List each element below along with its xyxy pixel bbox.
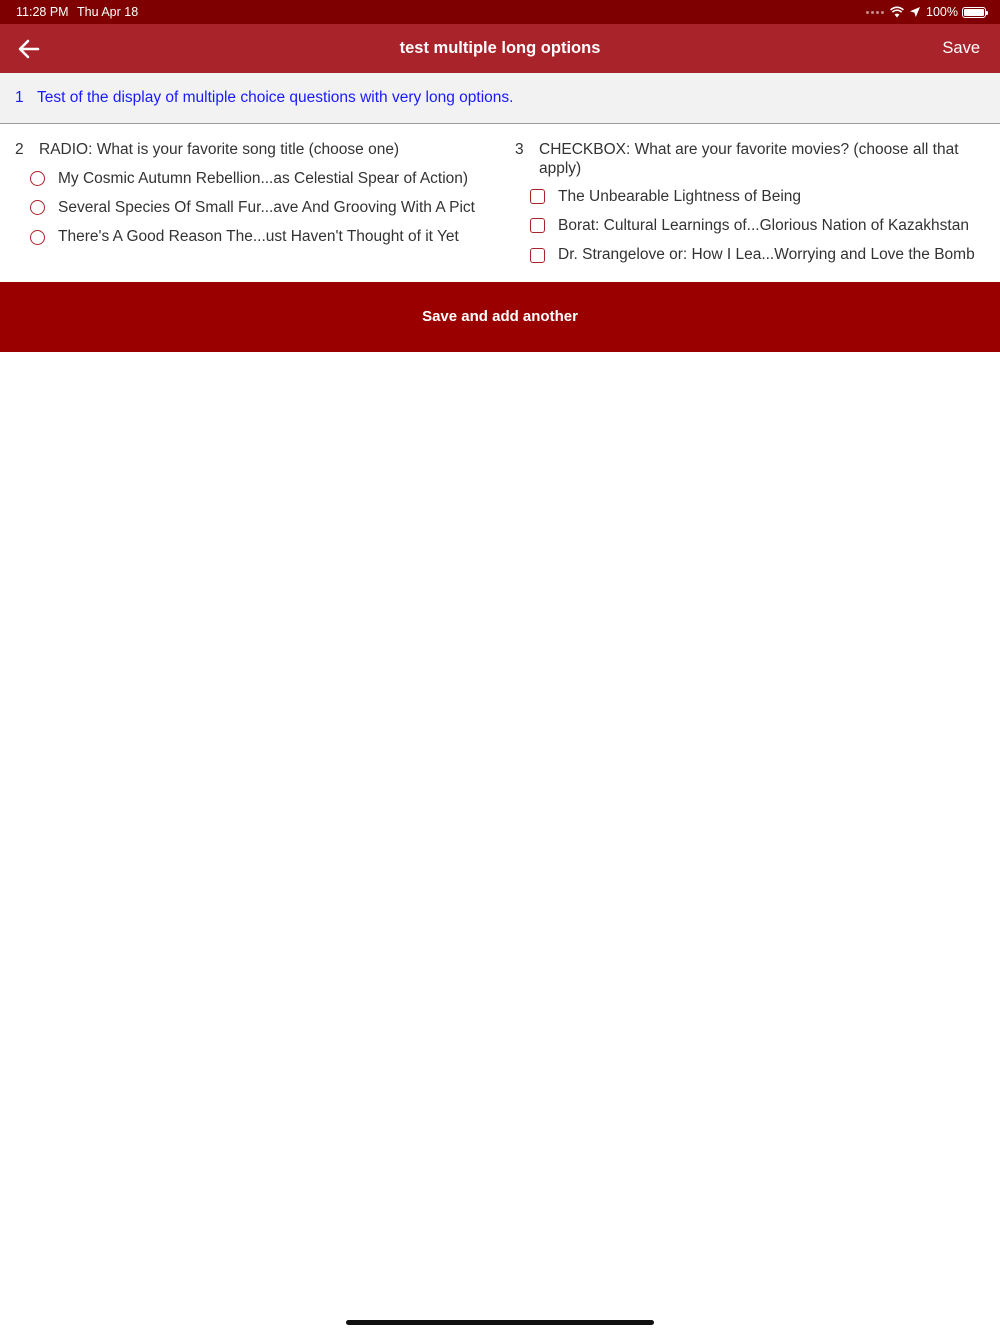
back-button[interactable] (12, 34, 46, 64)
status-bar (0, 0, 1000, 24)
page-title: test multiple long options (399, 39, 601, 57)
question-checkbox (515, 140, 985, 270)
battery-icon (962, 7, 986, 18)
checkbox[interactable] (530, 218, 545, 233)
intro-number: 1 (15, 89, 24, 106)
question-text: RADIO: What is your favorite song title (choose one) (39, 141, 400, 158)
option-label: Several Species Of Small Fur...ave And Grooving With A Pict (58, 198, 475, 216)
back-arrow-icon (18, 39, 40, 59)
radio-button[interactable] (30, 230, 45, 245)
save-button[interactable]: Save (942, 39, 980, 57)
battery-percentage: 100% (926, 5, 958, 19)
radio-options (15, 164, 490, 252)
radio-button[interactable] (30, 171, 45, 186)
checkbox-options (515, 182, 985, 270)
questions-area (0, 124, 1000, 282)
question-text: CHECKBOX: What are your favorite movies? (choose all that apply) (539, 141, 959, 177)
location-arrow-icon (908, 6, 922, 18)
radio-option[interactable] (30, 223, 490, 252)
radio-button[interactable] (30, 200, 45, 215)
option-label: My Cosmic Autumn Rebellion...as Celestial Spear of Action) (58, 169, 469, 187)
option-label: There's A Good Reason The...ust Haven't Thought of it Yet (58, 228, 459, 246)
home-indicator[interactable] (346, 1320, 654, 1325)
checkbox[interactable] (530, 189, 545, 204)
status-indicators (866, 0, 986, 24)
option-label: Dr. Strangelove or: How I Lea...Worrying and Love the Bomb (558, 246, 975, 264)
checkbox-option[interactable] (530, 182, 985, 211)
option-label: The Unbearable Lightness of Being (558, 187, 801, 205)
question-number: 2 (15, 141, 24, 158)
question-header (515, 140, 985, 178)
save-and-add-another-button[interactable]: Save and add another (0, 282, 1000, 352)
signal-dots-icon (866, 11, 884, 14)
status-date: Thu Apr 18 (77, 5, 139, 19)
status-time: 11:28 PM (16, 5, 69, 19)
question-radio (15, 140, 490, 252)
option-label: Borat: Cultural Learnings of...Glorious Nation of Kazakhstan (558, 216, 969, 234)
radio-option[interactable] (30, 193, 490, 222)
battery-level (964, 9, 984, 16)
radio-option[interactable] (30, 164, 490, 193)
question-number: 3 (515, 141, 524, 158)
intro-text: Test of the display of multiple choice questions with very long options. (37, 89, 514, 106)
checkbox-option[interactable] (530, 211, 985, 240)
wifi-icon (890, 6, 904, 18)
question-header (15, 140, 490, 159)
navigation-bar (0, 24, 1000, 73)
checkbox-option[interactable] (530, 241, 985, 270)
checkbox[interactable] (530, 248, 545, 263)
intro-row (0, 73, 1000, 124)
